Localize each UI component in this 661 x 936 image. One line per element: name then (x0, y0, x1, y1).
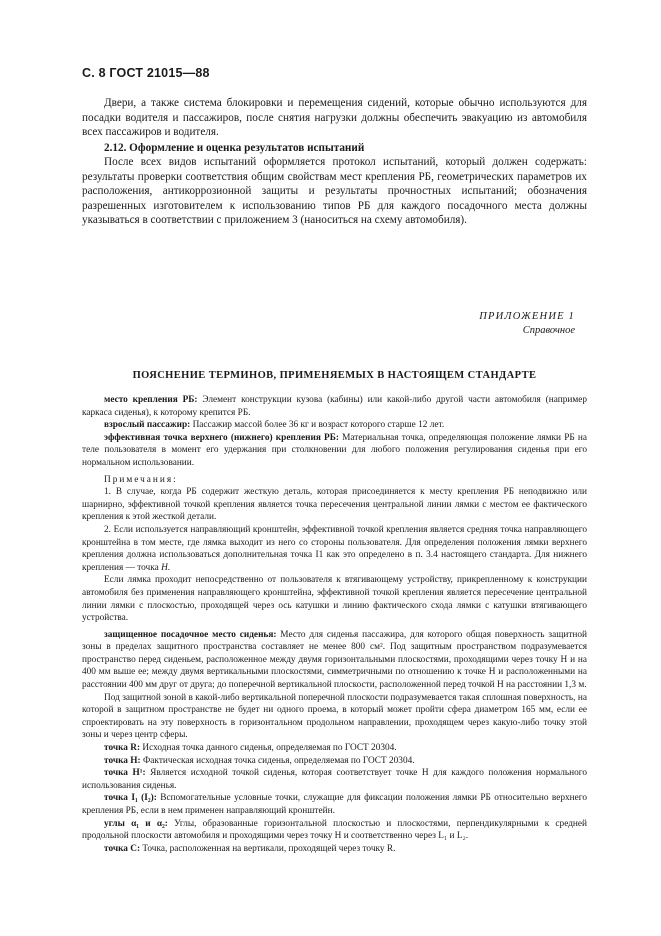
notes-heading: Примечания: (104, 474, 178, 485)
section-evacuation-report (82, 96, 587, 228)
term-definition: Материальная точка, определяющая положение лямки РБ на теле пользователя в момент его удержания при столкновении для любого положения регулирования сиденья при его нормальном использовании. (82, 432, 587, 468)
term-item (82, 767, 587, 792)
paragraph-protective-zone: Под защитной зоной в какой-либо вертикальной поперечной плоскости подразумевается такая сплошная поверхность, на которой в защитном пространстве не будет ни одного проема, в который может пройти сфера диаметром 165 мм, если ее спроектировать на эту поверхность в горизонтальном продольном направлении, проходящем через какую-либо точку этой зоны и через центр сферы. (82, 692, 587, 741)
term-item (82, 629, 587, 692)
appendix-label-block (479, 310, 575, 338)
term-item (82, 818, 587, 843)
appendix-title: ПОЯСНЕНИЕ ТЕРМИНОВ, ПРИМЕНЯЕМЫХ В НАСТОЯЩЕМ СТАНДАРТЕ (132, 370, 537, 381)
term-label: эффективная точка верхнего (нижнего) крепления РБ: (104, 432, 339, 443)
term-definition: Точка, расположенная на вертикали, проходящей через точку R. (140, 843, 396, 854)
term-label: взрослый пассажир: (104, 420, 191, 431)
term-label: точка C: (104, 843, 141, 854)
term-definition: Вспомогательные условные точки, служащие для фиксации положения лямки РБ относительно верхнего крепления РБ, если в нем применен направляющий кронштейн. (82, 793, 587, 816)
term-definition: Исходная точка данного сиденья, определяемая по ГОСТ 20304. (140, 743, 397, 754)
term-definition: Углы, образованные горизонтальной плоскостью и плоскостями, перпендикулярными к средней продольной плоскости автомобиля и проходящими через точку H и соответственно через L₁ и L₂. (82, 818, 587, 842)
appendix-label: ПРИЛОЖЕНИЕ 1 (479, 311, 575, 322)
paragraph-evacuation: Двери, а также система блокировки и перемещения сидений, которые обычно используются для посадки водителя и пассажиров, после снятия нагрузки должны обеспечить эвакуацию из автомобиля всех пассажиров и водителя. (82, 97, 587, 138)
term-label: защищенное посадочное место сиденья: (104, 629, 277, 640)
term-label: точка R: (104, 743, 141, 754)
term-item (82, 843, 587, 856)
appendix-status: Справочное (522, 325, 575, 336)
term-definition: Место для сиденья пассажира, для которого общая поверхность защитной зоны в пределах защитного пространства составляет не менее 800 см². Под защитным пространством подразумевается пространство перед сиденьем, расположенное между двумя горизонтальными плоскостями, проходящими через точку H и на 400 мм выше ее; между двумя вертикальными плоскостями, симметричными по отношению к точке H и расположенными на расстоянии 400 мм друг от друга; до поперечной вертикальной плоскости, расположенной перед точкой H на расстоянии 1,3 м. (82, 629, 587, 691)
term-definition: Фактическая исходная точка сиденья, определяемая по ГОСТ 20304. (140, 755, 415, 766)
term-definition: Является исходной точкой сиденья, которая соответствует точке H для каждого положения нормального использования сиденья. (82, 768, 587, 791)
term-label: точка H¹: (104, 768, 146, 779)
term-item (82, 432, 587, 470)
term-item (82, 755, 587, 768)
note-3: Если лямка проходит непосредственно от пользователя к втягивающему устройству, прикрепленному к конструкции автомобиля без применения направляющего кронштейна, эффективной точкой крепления является пересечение центральной линии лямки с плоскостью, проходящей через ось катушки и линию фактического схода лямки с катушки втягивающего устройства. (82, 575, 587, 624)
note-2-end: . (167, 562, 171, 573)
term-item (82, 419, 587, 432)
term-item (82, 742, 587, 755)
note-2-point: H (161, 562, 168, 573)
term-definition: Пассажир массой более 36 кг и возраст которого старше 12 лет. (190, 420, 445, 431)
note-2 (82, 524, 587, 574)
term-label: место крепления РБ: (104, 395, 198, 405)
note-2-text: 2. Если используется направляющий кронштейн, эффективной точкой крепления является средняя точка направляющего кронштейна в том месте, где лямка выходит из него со стороны пользователя. Для определения положения лямки верхнего крепления должна использоваться дополнительная точка I1 как это определено в п. 3.4 настоящего стандарта. Для нижнего крепления — точка (82, 524, 587, 573)
term-item (82, 792, 587, 817)
page-header: С. 8 ГОСТ 21015—88 (82, 66, 210, 80)
paragraph-report: После всех видов испытаний оформляется протокол испытаний, который должен содержать: результаты проверки соответствия общим свойствам мест крепления РБ, геометрических параметров их расположения, антикоррозионной защиты и результаты прочностных испытаний; обозначения разрешенных изготовителем к использованию типов РБ для каждого посадочного места должны указываться в соответствии с приложением 3 (наноситься на схему автомобиля). (82, 156, 587, 226)
term-label: точка H: (104, 755, 141, 766)
subsection-heading: 2.12. Оформление и оценка результатов испытаний (104, 141, 365, 154)
term-label: углы α₁ и α₂: (104, 818, 168, 829)
term-item (82, 394, 587, 419)
terms-section (82, 394, 587, 855)
term-definition: Элемент конструкции кузова (кабины) или какой-либо другой части автомобиля (например каркаса сиденья), к которому крепится РБ. (82, 395, 587, 418)
note-1: 1. В случае, когда РБ содержит жесткую деталь, которая присоединяется к месту крепления РБ неподвижно или шарнирно, эффективной точкой крепления является точка пересечения центральной линии лямки с местом ее фактического крепления к этой жесткой детали. (82, 487, 587, 523)
term-label: точка I₁ (I₂): (104, 793, 157, 804)
